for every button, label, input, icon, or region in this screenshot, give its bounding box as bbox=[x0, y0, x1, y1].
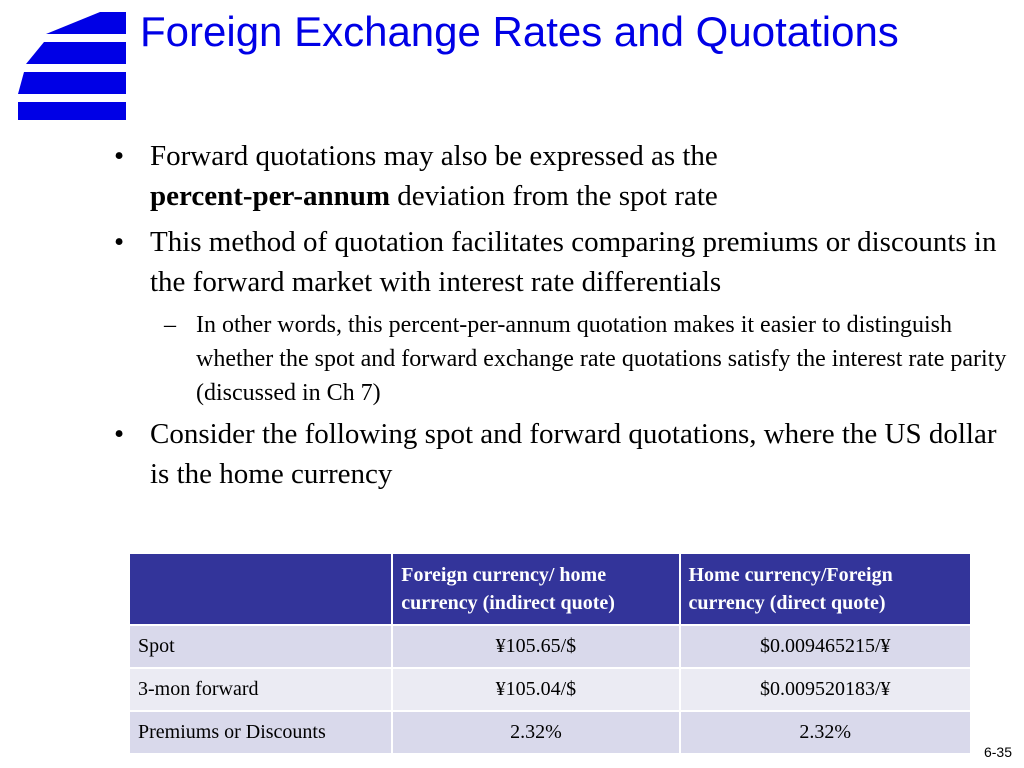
table-row bbox=[129, 711, 971, 754]
bullet-item bbox=[112, 222, 1012, 302]
table-cell: 2.32% bbox=[392, 711, 679, 754]
table-cell: ¥105.65/$ bbox=[392, 625, 679, 668]
table-cell: $0.009465215/¥ bbox=[680, 625, 972, 668]
dash-icon: – bbox=[164, 312, 176, 338]
table-cell: 3-mon forward bbox=[129, 668, 392, 711]
table-header-cell bbox=[129, 553, 392, 625]
bullet-list bbox=[112, 136, 1012, 500]
logo-stripes-icon bbox=[14, 8, 126, 120]
table-cell: Premiums or Discounts bbox=[129, 711, 392, 754]
sub-bullet-text: In other words, this percent-per-annum quotation makes it easier to distinguish whether the spot and forward exchange rate quotations satisfy the interest rate parity (discussed in Ch 7) bbox=[196, 312, 1007, 406]
sub-bullet-item bbox=[112, 308, 1012, 410]
table-cell: 2.32% bbox=[680, 711, 972, 754]
bullet-item bbox=[112, 414, 1012, 494]
bullet-dot-icon: • bbox=[114, 140, 125, 172]
bullet-text: This method of quotation facilitates comparing premiums or discounts in the forward market with interest rate differentials bbox=[150, 226, 997, 298]
table-header-cell: Home currency/Foreign currency (direct quote) bbox=[680, 553, 972, 625]
table-header-row bbox=[129, 553, 971, 625]
table-cell: $0.009520183/¥ bbox=[680, 668, 972, 711]
table-row bbox=[129, 625, 971, 668]
bullet-item bbox=[112, 136, 1012, 216]
bullet-text: Forward quotations may also be expressed as the bbox=[150, 140, 718, 172]
table-header-cell: Foreign currency/ home currency (indirect quote) bbox=[392, 553, 679, 625]
bullet-dot-icon: • bbox=[114, 418, 125, 450]
table-cell: ¥105.04/$ bbox=[392, 668, 679, 711]
slide-title: Foreign Exchange Rates and Quotations bbox=[140, 8, 899, 55]
table-row bbox=[129, 668, 971, 711]
bullet-text: deviation from the spot rate bbox=[397, 180, 718, 212]
table-cell: Spot bbox=[129, 625, 392, 668]
bullet-dot-icon: • bbox=[114, 226, 125, 258]
quotations-table bbox=[128, 552, 972, 755]
page-number: 6-35 bbox=[983, 744, 1012, 760]
bullet-bold-term: percent-per-annum bbox=[150, 180, 391, 212]
bullet-text: Consider the following spot and forward quotations, where the US dollar is the home currency bbox=[150, 418, 997, 490]
